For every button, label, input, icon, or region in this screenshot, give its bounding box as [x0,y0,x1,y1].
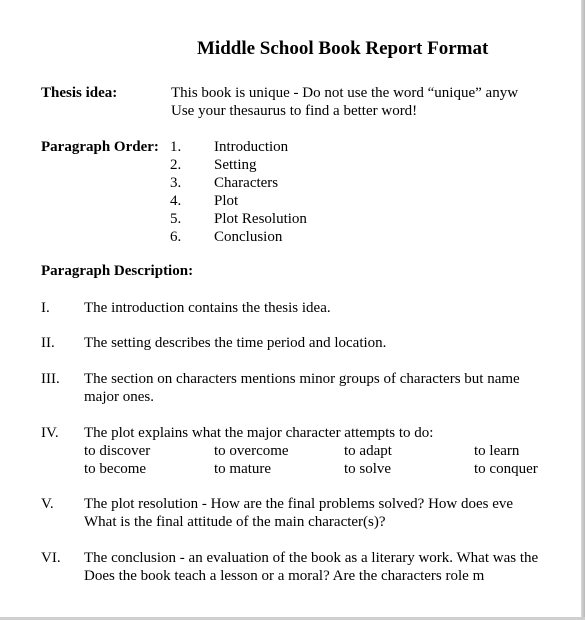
description-text: The conclusion - an evaluation of the book as a literary work. What was the [84,550,539,566]
verb-item: to adapt [344,443,392,459]
verb-item: to discover [84,443,151,459]
order-number: 1. [170,139,182,155]
verb-item: to conquer [474,461,538,477]
order-item-introduction: Introduction [214,139,289,155]
page-edge-shadow [581,0,585,620]
verb-item: to mature [214,461,272,477]
order-number: 2. [170,157,182,173]
thesis-text-line-2: Use your thesaurus to find a better word! [171,103,418,119]
description-text: major ones. [84,389,154,405]
description-numeral: VI. [41,550,61,566]
description-numeral: V. [41,496,54,512]
description-text: What is the final attitude of the main character(s)? [84,514,386,530]
description-numeral: IV. [41,425,59,441]
description-text: The introduction contains the thesis idea. [84,300,331,316]
order-number: 4. [170,193,182,209]
order-item-conclusion: Conclusion [214,229,283,245]
description-text: The plot resolution - How are the final problems solved? How does eve [84,496,514,512]
order-number: 6. [170,229,182,245]
description-text: The setting describes the time period and location. [84,335,387,351]
description-numeral: II. [41,335,55,351]
order-number: 5. [170,211,182,227]
description-text: The plot explains what the major character attempts to do: [84,425,434,441]
paragraph-order-label: Paragraph Order: [41,139,159,155]
description-text: Does the book teach a lesson or a moral? Are the characters role m [84,568,485,584]
description-numeral: III. [41,371,60,387]
verb-item: to solve [344,461,392,477]
verb-item: to overcome [214,443,289,459]
thesis-text-line-1: This book is unique - Do not use the word “unique” anyw [171,85,519,101]
paragraph-description-label: Paragraph Description: [41,263,194,279]
order-item-plot: Plot [214,193,239,209]
order-item-setting: Setting [214,157,257,173]
order-item-plot-resolution: Plot Resolution [214,211,307,227]
verb-item: to become [84,461,147,477]
description-numeral: I. [41,300,50,316]
thesis-label: Thesis idea: [41,85,118,101]
verb-item: to learn [474,443,520,459]
page-title: Middle School Book Report Format [197,38,489,59]
description-text: The section on characters mentions minor groups of characters but name [84,371,520,387]
order-number: 3. [170,175,182,191]
order-item-characters: Characters [214,175,279,191]
